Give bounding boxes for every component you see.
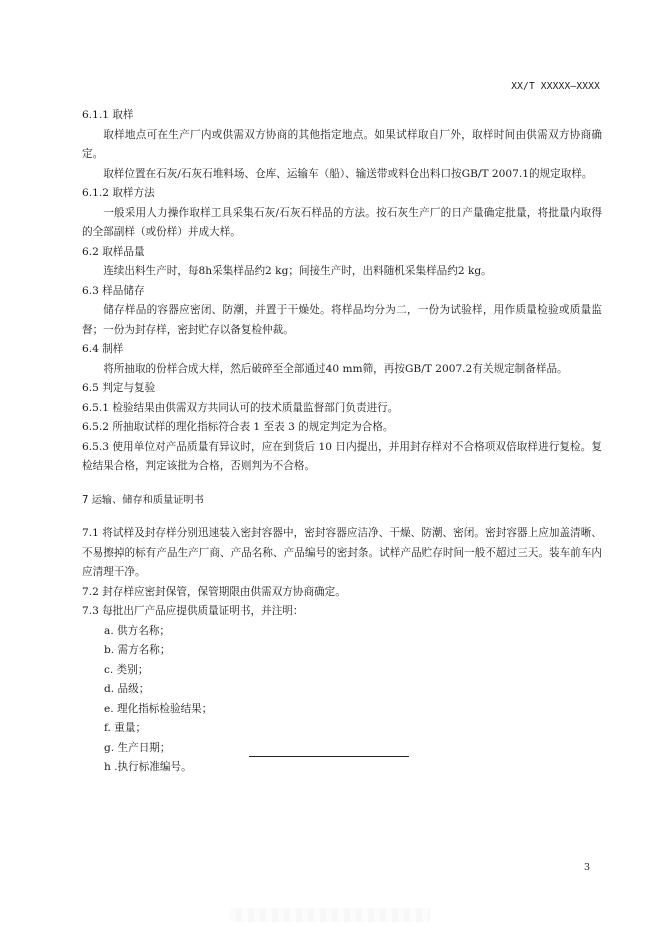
certificate-items-list — [82, 622, 602, 778]
clause-6-1-1-paragraph-1: 取样地点可在生产厂内或供需双方协商的其他指定地点。如果试样取自厂外，取样时间由供需双方协商确定。 — [82, 128, 602, 160]
faint-watermark — [230, 908, 430, 922]
clause-7-3: 7.3 每批出厂产品应提供质量证明书，并注明： — [82, 605, 304, 617]
list-item: g. 生产日期； — [104, 741, 171, 754]
document-body — [82, 106, 602, 778]
page-number: 3 — [583, 862, 590, 873]
end-of-document-rule — [249, 756, 409, 757]
section-7-heading: 7 运输、储存和质量证明书 — [82, 494, 204, 506]
clause-6-1-2-title: 6.1.2 取样方法 — [82, 187, 155, 199]
clause-6-1-2-paragraph: 一般采用人力操作取样工具采集石灰/石灰石样品的方法。按石灰生产厂的日产量确定批量，将批量内取得的全部副样（或份样）并成大样。 — [82, 206, 602, 238]
clause-6-2-title: 6.2 取样品量 — [82, 245, 145, 258]
document-code: XX/T XXXXX—XXXX — [511, 81, 600, 92]
clause-6-5-2: 6.5.2 所抽取试样的理化指标符合表 1 至表 3 的规定判定为合格。 — [82, 421, 394, 433]
clause-6-1-1-title: 6.1.1 取样 — [82, 109, 134, 121]
list-item: d. 品级； — [104, 683, 150, 695]
clause-6-5-1: 6.5.1 检验结果由供需双方共同认可的技术质量监督部门负责进行。 — [82, 401, 399, 414]
clause-7-2: 7.2 封存样应密封保管，保管期限由供需双方协商确定。 — [82, 585, 346, 598]
clause-6-3-title: 6.3 样品储存 — [82, 284, 145, 297]
clause-7-1: 7.1 将试样及封存样分别迅速装入密封容器中，密封容器应洁净、干燥、防潮、密闭。密封容器上应加盖清晰、不易擦掉的标有产品生产厂商、产品名称、产品编号的密封条。试样产品贮存时间一般不超过三天。装车前车内应清理干净。 — [82, 527, 602, 578]
list-item: f. 重量； — [104, 722, 147, 734]
clause-6-2-paragraph: 连续出料生产时，每8h采集样品约2 kg；间接生产时，出料随机采集样品约2 kg。 — [103, 265, 492, 277]
list-item: b. 需方名称； — [104, 644, 171, 656]
list-item: e. 理化指标检验结果； — [104, 702, 213, 715]
list-item: h .执行标准编号。 — [104, 761, 192, 773]
clause-6-5-title: 6.5 判定与复验 — [82, 382, 156, 394]
clause-6-4-title: 6.4 制样 — [82, 343, 124, 355]
list-item: a. 供方名称； — [104, 624, 171, 637]
clause-6-3-paragraph: 储存样品的容器应密闭、防潮，并置于干燥处。将样品均分为二，一份为试验样，用作质量检验或质量监督；一份为封存样，密封贮存以备复检仲裁。 — [82, 304, 602, 336]
clause-6-5-3: 6.5.3 使用单位对产品质量有异议时，应在到货后 10 日内提出，并用封存样对不合格项双倍取样进行复检。复检结果合格，判定该批为合格，否则判为不合格。 — [82, 440, 602, 472]
list-item: c. 类别； — [104, 663, 149, 676]
clause-6-4-paragraph: 将所抽取的份样合成大样，然后破碎至全部通过40 mm筛，再按GB/T 2007.2有关规定制备样品。 — [103, 362, 568, 375]
clause-6-1-1-paragraph-2: 取样位置在石灰/石灰石堆料场、仓库、运输车（船）、输送带或料仓出料口按GB/T 2007.1的规定取样。 — [103, 167, 593, 180]
